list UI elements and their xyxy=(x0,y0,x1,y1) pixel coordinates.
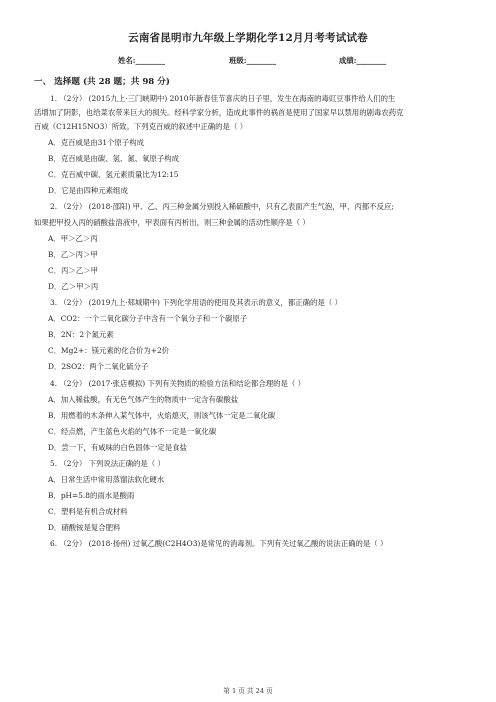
class-field: 班级:________ xyxy=(229,56,277,65)
question-5-option-b: B．pH=5.8的雨水是酸雨 xyxy=(48,491,135,500)
question-3-option-d: D．2SO2：两个二氧化硫分子 xyxy=(48,362,149,371)
score-field: 成绩:________ xyxy=(339,56,387,65)
question-3-line-1: 3. （2分） (2019九上·郏城期中) 下列化学用语的使用及其表示的意义，都正确的是（ ） xyxy=(50,298,342,307)
question-5-option-c: C．塑料是有机合成材料 xyxy=(48,507,128,516)
question-1-line-2: 活增加了阴影，也给菜农带来巨大的损失。经科学家分析，造成此事件的祸首是使用了国家早以禁用的剧毒农药克 xyxy=(34,108,404,117)
question-4-option-b: B．用燃着的木条伸入某气体中，火焰熄灭，则该气体一定是二氧化碳 xyxy=(48,411,276,420)
question-4-line-1: 4. （2分） (2017·张店模拟) 下列有关物质的检验方法和结论都合理的是（ ） xyxy=(50,379,306,388)
question-3-option-b: B．2N：2个氮元素 xyxy=(48,330,114,339)
question-6-line-1: 6. （2分） (2018·扬州) 过氧乙酸(C2H4O3)是常见的消毒剂。下列有关过氧乙酸的说法正确的是（ ） xyxy=(50,539,388,548)
question-2-option-c: C．丙＞乙＞甲 xyxy=(48,266,98,275)
name-field: 姓名:________ xyxy=(118,56,166,65)
section-heading: 一、 选择题 (共 28 题；共 98 分) xyxy=(34,77,170,87)
question-5-line-1: 5. （2分） 下列说法正确的是（ ） xyxy=(50,459,165,468)
question-2-option-d: D．乙＞甲＞丙 xyxy=(48,282,99,291)
question-4-option-d: D．尝一下，有咸味的白色固体一定是食盐 xyxy=(48,443,187,452)
question-2-line-1: 2. （2分） (2018·邵阳) 甲、乙、丙三种金属分别投入稀硫酸中，只有乙表面产生气泡，甲、丙都不反应; xyxy=(50,202,394,211)
question-3-option-a: A．CO2：一个二氧化碳分子中含有一个氧分子和一个碳原子 xyxy=(48,314,248,323)
question-2-line-2: 如果把甲投入丙的硝酸盐溶液中，甲表面有丙析出，则三种金属的活动性顺序是（ ） xyxy=(34,218,310,227)
question-4-option-a: A．加入稀盐酸，有无色气体产生的物质中一定含有碳酸盐 xyxy=(48,395,239,404)
page-footer: 第 1 页 共 24 页 xyxy=(223,687,273,695)
question-5-option-d: D．硝酸铵是复合肥料 xyxy=(48,523,121,532)
question-1-option-a: A．克百威是由31个原子构成 xyxy=(48,138,145,147)
question-3-option-c: C．Mg2+：镁元素的化合价为+2价 xyxy=(48,346,170,355)
question-5-option-a: A．日常生活中常用蒸馏法软化硬水 xyxy=(48,475,165,484)
question-1-line-3: 百威（C12H15NO3）所致。下列克百威的叙述中正确的是（ ） xyxy=(34,122,248,131)
question-4-option-c: C．经点燃，产生蓝色火焰的气体不一定是一氧化碳 xyxy=(48,427,217,436)
page-title: 云南省昆明市九年级上学期化学12月月考考试试卷 xyxy=(128,32,368,44)
question-1-line-1: 1. （2分） (2015九上·三门峡期中) 2010年新春佳节喜庆的日子里，发生在海南的毒豇豆事件给人们的生 xyxy=(50,94,396,103)
question-2-option-a: A．甲＞乙＞丙 xyxy=(48,234,98,243)
question-1-option-d: D．它是由四种元素组成 xyxy=(48,186,128,195)
question-2-option-b: B．乙＞丙＞甲 xyxy=(48,250,98,259)
question-1-option-c: C．克百威中碳、氢元素质量比为12:15 xyxy=(48,170,179,179)
question-1-option-b: B．克百威是由碳、氢、氮、氧原子构成 xyxy=(48,154,180,163)
